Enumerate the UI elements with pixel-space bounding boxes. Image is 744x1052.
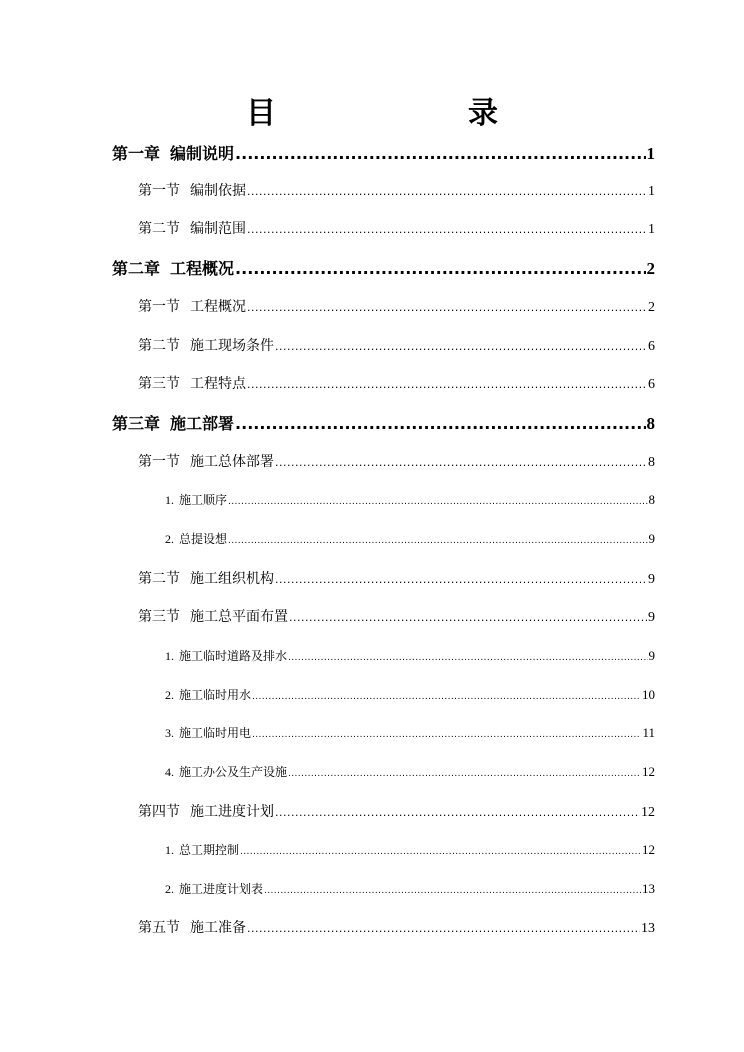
page-number: 1: [648, 184, 655, 199]
toc-entry-section[interactable]: 第五节 施工准备 ..... 13: [138, 917, 655, 937]
page-number: 11: [642, 725, 655, 740]
page-number: 13: [641, 921, 655, 936]
toc-entry-section[interactable]: 第四节 施工进度计划 ..... 12: [138, 801, 655, 821]
leader-dots: [264, 886, 641, 896]
leader-dots: [247, 922, 640, 935]
leader-dots: [235, 144, 645, 163]
leader-dots: [247, 223, 647, 236]
leader-dots: [288, 653, 647, 663]
leader-dots: [275, 456, 647, 469]
page-number: 2: [646, 259, 655, 278]
toc-entry-item[interactable]: 1. 施工临时道路及排水 ..... 9: [165, 647, 655, 664]
leader-dots: [252, 692, 641, 702]
leader-dots: [275, 340, 647, 353]
page-number: 8: [648, 492, 655, 507]
leader-dots: [228, 536, 647, 546]
toc-title: 目 录: [246, 96, 542, 131]
leader-dots: [275, 573, 647, 586]
toc-entry-section[interactable]: 第二节 施工组织机构 ..... 9: [138, 568, 655, 588]
toc-entry-item[interactable]: 4. 施工办公及生产设施 ..... 12: [165, 763, 655, 780]
toc-entry-section[interactable]: 第三节 施工总平面布置 ..... 9: [138, 606, 655, 626]
leader-dots: [247, 378, 647, 391]
page-number: 12: [641, 805, 655, 820]
leader-dots: [235, 259, 645, 278]
page-number: 1: [648, 222, 655, 237]
leader-dots: [247, 185, 647, 198]
page-number: 2: [648, 300, 655, 315]
toc-entry-item[interactable]: 1. 施工顺序 ..... 8: [165, 491, 655, 508]
leader-dots: [275, 806, 640, 819]
page-number: 8: [648, 455, 655, 470]
page-number: 1: [646, 144, 655, 163]
page-number: 9: [648, 531, 655, 546]
leader-dots: [252, 730, 641, 740]
page-number: 12: [642, 764, 655, 779]
leader-dots: [288, 769, 641, 779]
page-number: 9: [648, 572, 655, 587]
leader-dots: [289, 611, 647, 624]
toc-entry-section[interactable]: 第一节 工程概况 ..... 2: [138, 296, 655, 316]
toc-entry-chapter[interactable]: 第三章 施工部署 ..... 8: [112, 411, 655, 434]
page-number: 9: [648, 610, 655, 625]
leader-dots: [247, 301, 647, 314]
toc-entry-section[interactable]: 第三节 工程特点 ..... 6: [138, 373, 655, 393]
page-number: 13: [642, 881, 655, 896]
toc-entry-section[interactable]: 第二节 编制范围 ..... 1: [138, 218, 655, 238]
page-number: 8: [646, 414, 655, 433]
leader-dots: [228, 497, 647, 507]
page-number: 6: [648, 377, 655, 392]
leader-dots: [235, 414, 645, 433]
toc-entry-chapter[interactable]: 第一章 编制说明 ..... 1: [112, 141, 655, 164]
page-number: 12: [642, 842, 655, 857]
page-number: 9: [648, 648, 655, 663]
toc-entry-section[interactable]: 第一节 编制依据 ..... 1: [138, 180, 655, 200]
toc-entry-item[interactable]: 3. 施工临时用电 ..... 11: [165, 724, 655, 741]
toc-entry-item[interactable]: 1. 总工期控制 ..... 12: [165, 841, 655, 858]
page-number: 6: [648, 339, 655, 354]
toc-entry-item[interactable]: 2. 总提设想 ..... 9: [165, 530, 655, 547]
toc-entry-item[interactable]: 2. 施工进度计划表 ..... 13: [165, 880, 655, 897]
toc-entry-item[interactable]: 2. 施工临时用水 ..... 10: [165, 686, 655, 703]
toc-entry-chapter[interactable]: 第二章 工程概况 ..... 2: [112, 256, 655, 279]
toc-entry-section[interactable]: 第二节 施工现场条件 ..... 6: [138, 335, 655, 355]
toc-entry-section[interactable]: 第一节 施工总体部署 ..... 8: [138, 451, 655, 471]
leader-dots: [240, 847, 641, 857]
page-number: 10: [642, 687, 655, 702]
